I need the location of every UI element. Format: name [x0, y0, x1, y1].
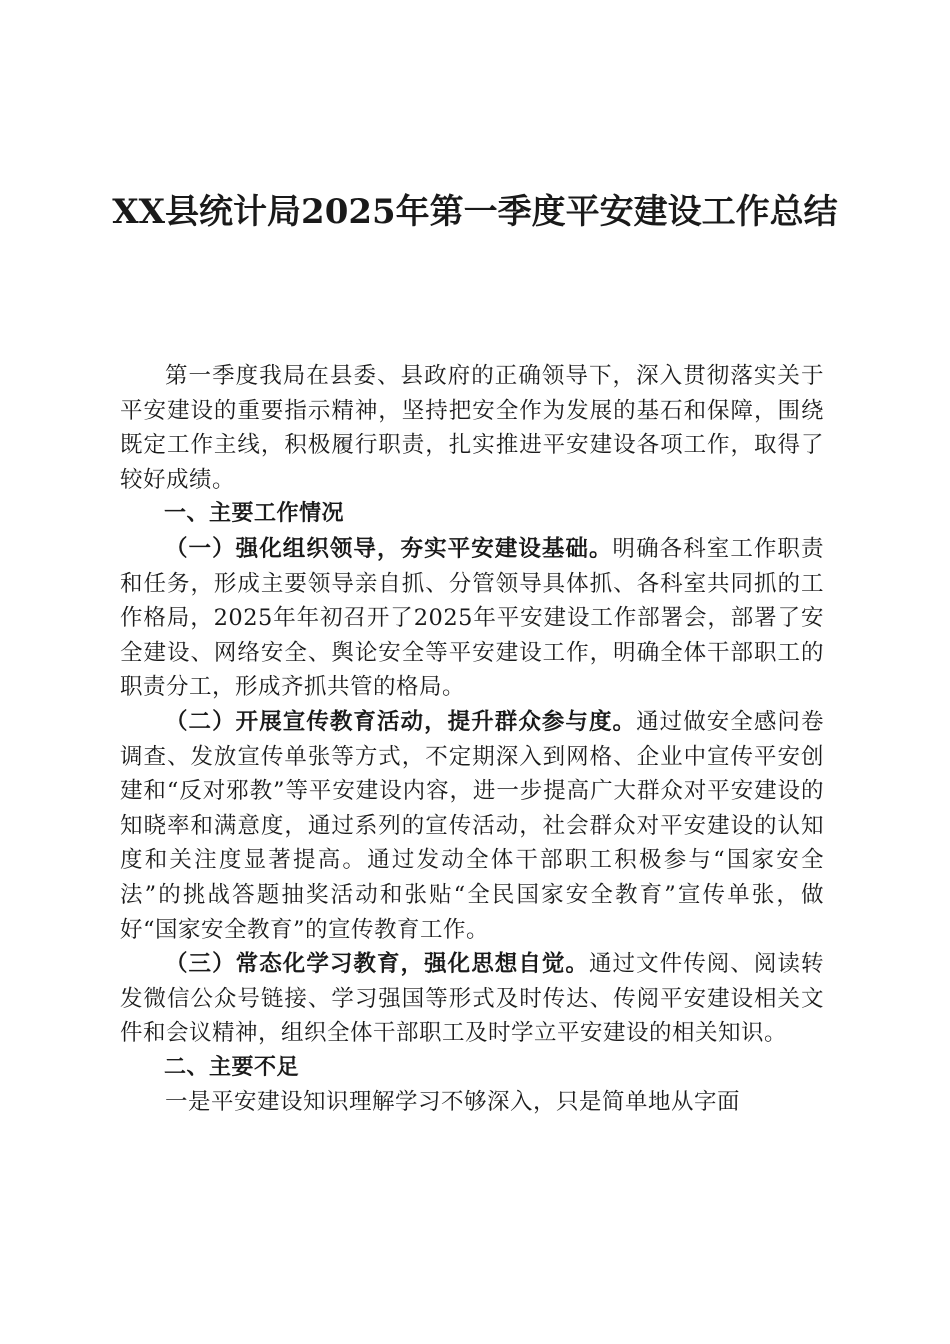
work-item-3 [120, 947, 824, 1051]
work-item-2-body: 通过做安全感问卷调查、发放宣传单张等方式，不定期深入到网格、企业中宣传平安创建和“反对邪教”等平安建设内容，进一步提高广大群众对平安建设的知晓率和满意度，通过系列的宣传活动，社会群众对平安建设的认知度和关注度显著提高。通过发动全体干部职工积极参与“国家安全法”的挑战答题抽奖活动和张贴“全民国家安全教育”宣传单张，做好“国家安全教育”的宣传教育工作。 [120, 708, 824, 943]
work-item-1-body: 明确各科室工作职责和任务，形成主要领导亲自抓、分管领导具体抓、各科室共同抓的工作格局，2025年年初召开了2025年平安建设工作部署会，部署了安全建设、网络安全、舆论安全等平安建设工作，明确全体干部职工的职责分工，形成齐抓共管的格局。 [120, 535, 824, 701]
work-item-2-lead: （二）开展宣传教育活动，提升群众参与度。 [165, 708, 637, 735]
document-title: XX县统计局2025年第一季度平安建设工作总结 [112, 192, 838, 232]
work-item-2 [120, 705, 824, 947]
intro-paragraph: 第一季度我局在县委、县政府的正确领导下，深入贯彻落实关于平安建设的重要指示精神，坚持把安全作为发展的基石和保障，围绕既定工作主线，积极履行职责，扎实推进平安建设各项工作，取得了较好成绩。 [120, 363, 824, 493]
document-body [120, 359, 824, 1120]
section-heading-main-work: 一、主要工作情况 [164, 501, 345, 527]
work-item-1-lead: （一）强化组织领导，夯实平安建设基础。 [165, 535, 613, 562]
work-item-3-lead: （三）常态化学习教育，强化思想自觉。 [165, 951, 589, 978]
shortcoming-item-1: 一是平安建设知识理解学习不够深入，只是简单地从字面 [165, 1089, 741, 1116]
section-heading-shortcomings: 二、主要不足 [164, 1054, 300, 1080]
work-item-1 [120, 532, 824, 705]
work-item-3-body: 通过文件传阅、阅读转发微信公众号链接、学习强国等形式及时传达、传阅平安建设相关文件和会议精神，组织全体干部职工及时学立平安建设的相关知识。 [120, 951, 824, 1047]
